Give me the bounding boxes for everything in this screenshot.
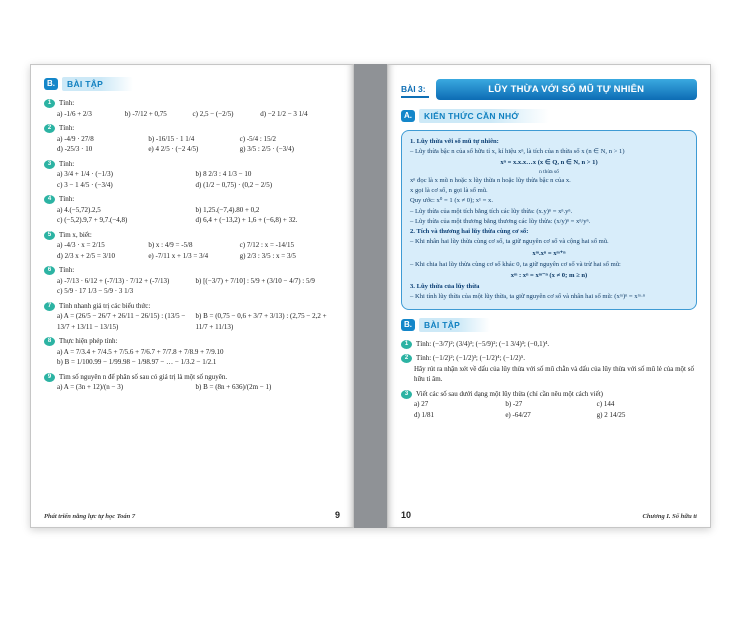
problem-part: a) 27 bbox=[414, 400, 429, 409]
problem-part: a) -1/6 + 2/3 bbox=[57, 109, 92, 118]
problem-number-badge: 2 bbox=[401, 354, 412, 363]
problem-part: b) [(−3/7) + 7/10] : 5/9 + (3/10 − 4/7) : 5/9 bbox=[195, 276, 315, 285]
theory-line: 1. Lũy thừa với số mũ tự nhiên: bbox=[410, 138, 499, 145]
problem-number-badge: 2 bbox=[44, 124, 55, 133]
problem-part: g) 3/5 : 2/5 · (−3/4) bbox=[239, 145, 294, 153]
footer-book-title: Phát triển năng lực tự học Toán 7 bbox=[44, 513, 136, 520]
problem-part: e) -7/11 x + 1/3 = 3/4 bbox=[148, 251, 209, 260]
problem-header bbox=[401, 353, 697, 364]
problem-part: b) -16/15 · 1 1/4 bbox=[148, 134, 195, 143]
problem-part: d) 2/3 x + 2/5 = 3/10 bbox=[57, 251, 116, 260]
problem-number-badge: 3 bbox=[44, 160, 55, 169]
page-number: 9 bbox=[334, 510, 340, 520]
section-header-knowledge bbox=[401, 109, 697, 123]
problem-statement: Tìm x, biết: bbox=[59, 230, 92, 239]
problem-parts bbox=[44, 240, 340, 261]
exercise-list bbox=[401, 339, 697, 421]
problem-parts bbox=[44, 276, 340, 297]
problem-part: b) x : 4/9 = -5/8 bbox=[148, 241, 193, 249]
theory-line: 3. Lũy thừa của lũy thừa bbox=[410, 283, 480, 291]
theory-line: Quy ước: x⁰ = 1 (x ≠ 0); x¹ = x. bbox=[410, 197, 493, 205]
problem-parts bbox=[401, 399, 697, 420]
exercise-item bbox=[44, 265, 340, 297]
page-left bbox=[30, 64, 354, 528]
problem-part: e) -64/27 bbox=[505, 410, 531, 419]
section-title: BÀI TẬP bbox=[419, 318, 490, 332]
theory-line: xⁿ = x.x.x…x (x ∈ Q, n ∈ N, n > 1) bbox=[500, 159, 598, 167]
lesson-title-bar: LŨY THỪA VỚI SỐ MŨ TỰ NHIÊN bbox=[436, 79, 697, 100]
page-footer-right bbox=[401, 510, 697, 520]
problem-number-badge: 6 bbox=[44, 266, 55, 275]
problem-header bbox=[44, 159, 340, 170]
problem-part: g) 2 14/25 bbox=[596, 410, 626, 419]
theory-line: – Lũy thừa của một tích bằng tích các lũy thừa: (x.y)ⁿ = xⁿ.yⁿ. bbox=[410, 207, 573, 215]
problem-part: b) B = (0,75 − 0,6 + 3/7 + 3/13) : (2,75 − 2,2 + 11/7 + 11/13) bbox=[195, 312, 327, 331]
theory-line: xᵐ : xⁿ = xᵐ⁻ⁿ (x ≠ 0; m ≥ n) bbox=[510, 272, 588, 279]
problem-part: b) -7/12 + 0,75 bbox=[124, 109, 167, 118]
problem-number-badge: 8 bbox=[44, 337, 55, 346]
problem-part: a) 4.(−5,72).2,5 bbox=[57, 205, 101, 214]
problem-part: c) 2,5 − (−2/5) bbox=[192, 109, 234, 118]
problem-number-badge: 3 bbox=[401, 390, 412, 399]
exercise-list bbox=[44, 98, 340, 393]
theory-line: n thừa số bbox=[539, 168, 559, 175]
problem-statement: Tìm số nguyên n để phân số sau có giá trị là một số nguyên. bbox=[59, 372, 228, 381]
problem-part: d) 1/81 bbox=[414, 410, 435, 419]
problem-parts bbox=[44, 205, 340, 226]
problem-header bbox=[44, 336, 340, 347]
problem-number-badge: 1 bbox=[44, 99, 55, 108]
exercise-item bbox=[44, 123, 340, 155]
problem-statement: Tính: (−1/2)²; (−1/2)³; (−1/2)⁴; (−1/2)⁵. bbox=[416, 354, 526, 363]
problem-part: b) -27 bbox=[505, 400, 523, 409]
exercise-item bbox=[44, 301, 340, 333]
problem-note: Hãy rút ra nhận xét về dấu của lũy thừa với số mũ chẵn và dấu của lũy thừa với số mũ lẻ của một số hữu tỉ âm. bbox=[414, 364, 694, 384]
problem-part: b) B = (8n + 636)/(2m − 1) bbox=[195, 383, 272, 391]
problem-statement: Viết các số sau dưới dạng một lũy thừa (chỉ cần nêu một cách viết) bbox=[416, 389, 603, 398]
problem-number-badge: 5 bbox=[44, 231, 55, 240]
problem-part: b) 8 2/3 : 4 1/3 − 10 bbox=[195, 170, 252, 178]
problem-header bbox=[44, 98, 340, 109]
theory-line: xⁿ đọc là x mũ n hoặc x lũy thừa n hoặc lũy thừa bậc n của x. bbox=[410, 177, 571, 185]
problem-part: c) 5/9 · 17 1/3 − 5/9 · 3 1/3 bbox=[57, 287, 134, 295]
problem-header bbox=[44, 123, 340, 134]
problem-header bbox=[401, 389, 697, 400]
problem-statement: Tính nhanh giá trị các biểu thức: bbox=[59, 301, 151, 310]
exercise-item bbox=[44, 194, 340, 226]
problem-part: b) 1,25.(−7,4).80 + 0,2 bbox=[195, 205, 260, 214]
problem-part: g) 2/3 : 3/5 : x = 3/5 bbox=[239, 251, 296, 260]
problem-number-badge: 4 bbox=[44, 195, 55, 204]
problem-part: a) A = 7/3.4 + 7/4.5 + 7/5.6 + 7/6.7 + 7/7.8 + 7/8.9 + 7/9.10 bbox=[57, 347, 224, 356]
problem-part: a) A = (26/5 − 26/7 + 26/11 − 26/15) : (13/5 − 13/7 + 13/11 − 13/15) bbox=[57, 312, 186, 331]
problem-part: c) 144 bbox=[596, 400, 615, 409]
footer-chapter-title: Chương I. Số hữu tỉ bbox=[642, 513, 697, 520]
problem-parts bbox=[44, 311, 340, 332]
problem-part: a) A = (3n + 12)/(n − 3) bbox=[57, 383, 124, 391]
problem-part: d) 6,4 + (−13,2) + 1,6 + (−6,8) + 32. bbox=[195, 216, 298, 224]
exercise-item bbox=[44, 159, 340, 191]
lesson-header bbox=[401, 79, 697, 100]
theory-line: – Lũy thừa của một thương bằng thương các lũy thừa: (x/y)ⁿ = xⁿ/yⁿ. bbox=[410, 217, 591, 225]
problem-part: d) −2 1/2 − 3 1/4 bbox=[260, 109, 308, 118]
problem-header bbox=[44, 194, 340, 205]
problem-statement: Tính: bbox=[59, 124, 75, 132]
exercise-item bbox=[44, 230, 340, 262]
section-title: BÀI TẬP bbox=[62, 77, 133, 91]
problem-part: d) -25/3 · 10 bbox=[57, 145, 93, 153]
section-header-exercises bbox=[401, 318, 697, 332]
problem-part: a) -7/13 · 6/12 + (-7/13) · 7/12 + (-7/13) bbox=[57, 276, 170, 285]
exercise-item bbox=[44, 372, 340, 393]
problem-statement: Tính: bbox=[59, 99, 75, 107]
page-footer-left bbox=[44, 510, 340, 520]
problem-header bbox=[44, 301, 340, 312]
theory-line: – Lũy thừa bậc n của số hữu tỉ x, kí hiệu xⁿ, là tích của n thừa số x (n ∈ N, n > 1) bbox=[410, 148, 625, 156]
section-badge: B. bbox=[401, 319, 415, 331]
section-badge: A. bbox=[401, 110, 415, 122]
exercise-item bbox=[401, 389, 697, 421]
theory-line: 2. Tích và thương hai lũy thừa cùng cơ số: bbox=[410, 228, 529, 236]
lesson-number-tab: BÀI 3: bbox=[401, 82, 429, 98]
problem-statement: Tính: bbox=[59, 195, 75, 203]
problem-parts bbox=[44, 109, 340, 120]
exercise-item bbox=[401, 339, 697, 350]
section-header-exercises bbox=[44, 77, 340, 91]
section-title: KIẾN THỨC CẦN NHỚ bbox=[419, 109, 549, 123]
exercise-item bbox=[44, 98, 340, 119]
problem-statement: Tính: (−3/7)²; (3/4)³; (−5/9)²; (−1 3/4)³; (−0,1)⁴. bbox=[416, 339, 550, 348]
problem-header bbox=[401, 339, 697, 350]
problem-part: a) -4/3 · x = 2/15 bbox=[57, 241, 105, 249]
problem-parts bbox=[44, 169, 340, 190]
problem-number-badge: 1 bbox=[401, 340, 412, 349]
theory-line: – Khi nhân hai lũy thừa cùng cơ số, ta giữ nguyên cơ số và cộng hai số mũ. bbox=[410, 238, 609, 246]
exercise-item bbox=[401, 353, 697, 385]
problem-statement: Thực hiện phép tính: bbox=[59, 337, 118, 345]
problem-header bbox=[44, 265, 340, 276]
problem-part: b) B = 1/100.99 − 1/99.98 − 1/98.97 − … − 1/3.2 − 1/2.1 bbox=[57, 358, 217, 366]
theory-line: xᵐ.xⁿ = xᵐ⁺ⁿ bbox=[532, 249, 566, 257]
theory-box bbox=[401, 130, 697, 310]
problem-parts bbox=[44, 134, 340, 155]
problem-part: c) 7/12 : x = -14/15 bbox=[239, 241, 294, 249]
book-spread bbox=[30, 64, 711, 528]
problem-parts bbox=[44, 347, 340, 368]
theory-line: – Khi chia hai lũy thừa cùng cơ số khác 0, ta giữ nguyên cơ số và trừ hai số mũ: bbox=[410, 260, 621, 268]
problem-header bbox=[44, 372, 340, 383]
problem-part: a) -4/9 · 27/8 bbox=[57, 134, 94, 143]
problem-part: a) 3/4 + 1/4 · (−1/3) bbox=[57, 170, 113, 178]
problem-part: d) (1/2 − 0,75) · (0,2 − 2/5) bbox=[195, 180, 273, 189]
problem-statement: Tính: bbox=[59, 159, 75, 168]
theory-line: x gọi là cơ số, n gọi là số mũ. bbox=[410, 187, 488, 195]
section-badge: B. bbox=[44, 78, 58, 90]
problem-part: c) (−5,2).9,7 + 9,7.(−4,8) bbox=[57, 216, 128, 224]
exercise-item bbox=[44, 336, 340, 368]
page-right bbox=[387, 64, 711, 528]
page-number: 10 bbox=[401, 510, 412, 520]
problem-part: c) 3 − 1 4/5 · (−3/4) bbox=[57, 180, 113, 189]
problem-part: c) -5/4 : 15/2 bbox=[239, 134, 277, 143]
problem-header bbox=[44, 230, 340, 241]
theory-line: – Khi tính lũy thừa của một lũy thừa, ta giữ nguyên cơ số và nhân hai số mũ: (xᵐ)ⁿ = xᵐ·ⁿ bbox=[410, 293, 646, 301]
problem-statement: Tính: bbox=[59, 266, 75, 274]
problem-parts bbox=[44, 382, 340, 393]
problem-part: e) 4 2/5 · (−2 4/5) bbox=[148, 145, 199, 153]
problem-number-badge: 7 bbox=[44, 302, 55, 311]
problem-number-badge: 9 bbox=[44, 373, 55, 382]
